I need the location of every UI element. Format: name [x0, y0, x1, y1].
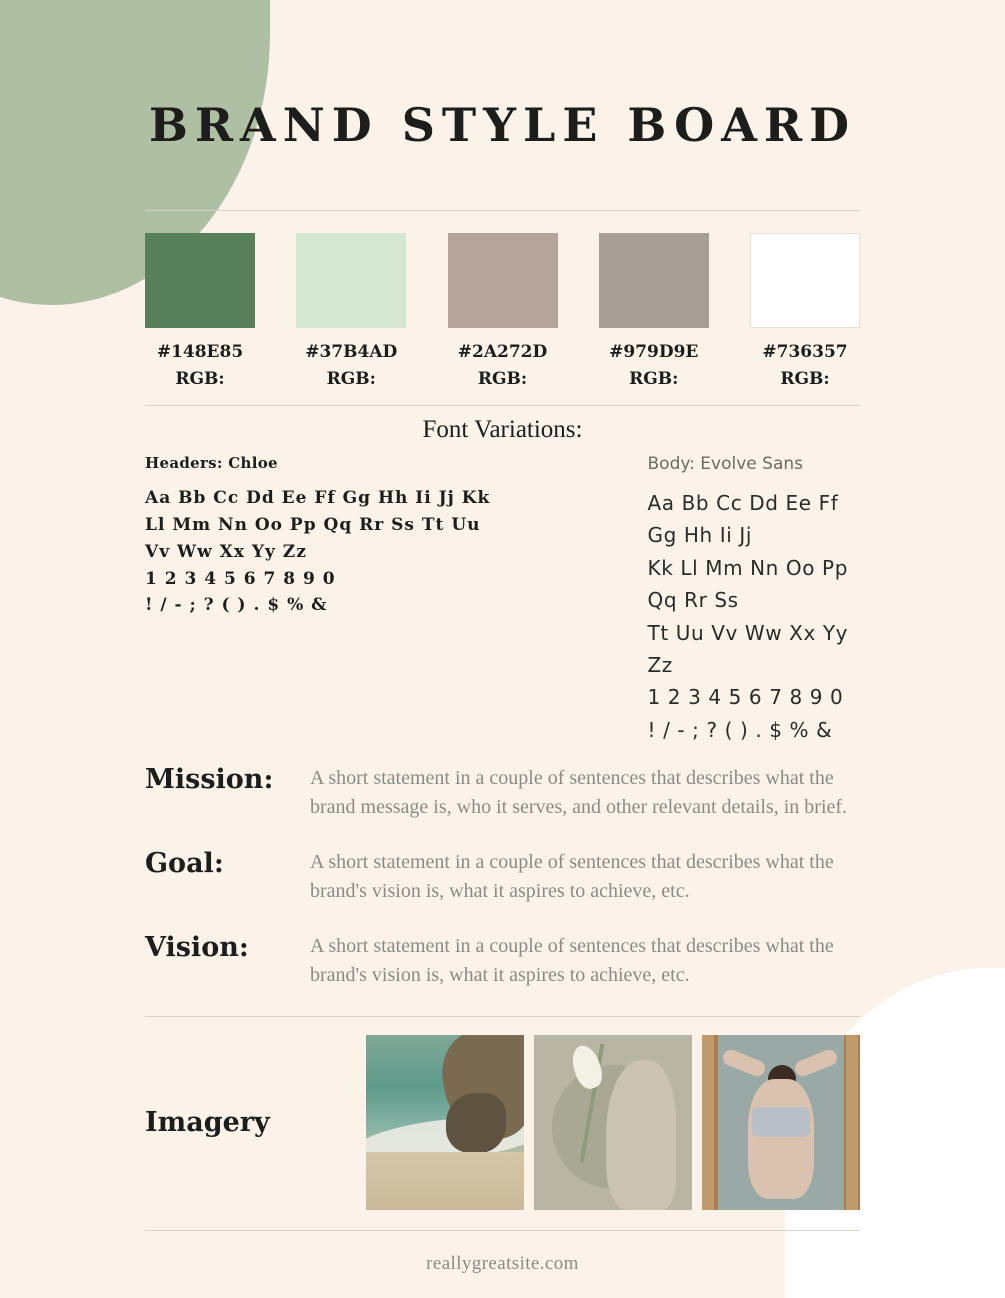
- body-font-specimen: [503, 454, 861, 746]
- color-swatch: [145, 233, 255, 389]
- glyph-line: Aa Bb Cc Dd Ee Ff Gg Hh Ii Jj Kk: [145, 488, 491, 508]
- header-font-glyphs: [145, 485, 503, 619]
- swatch-rgb-label: RGB:: [477, 369, 528, 389]
- rock-shape-secondary: [446, 1093, 506, 1153]
- swatch-hex-label: #736357: [762, 342, 848, 362]
- divider-statements: [145, 1016, 860, 1017]
- color-palette: [0, 211, 1005, 389]
- glyph-line: Vv Ww Xx Yy Zz: [145, 541, 307, 562]
- swatch-hex-label: #979D9E: [609, 342, 699, 362]
- color-chip: [448, 233, 558, 328]
- swatch-rgb-label: RGB:: [629, 369, 679, 389]
- divider-footer: [145, 1230, 860, 1231]
- statement-text: A short statement in a couple of sentences that describes what the brand message is, who it serves, and other relevant details, in brief.: [310, 767, 848, 819]
- statement-label: Mission:: [145, 764, 274, 796]
- brand-statements: [0, 746, 1005, 990]
- statement-text: A short statement in a couple of sentences that describes what the brand's vision is, what it aspires to achieve, etc.: [310, 851, 834, 903]
- statement-vision: [145, 932, 860, 990]
- swatch-hex-label: #37B4AD: [305, 342, 398, 362]
- divider-palette: [145, 405, 860, 406]
- body-font-glyphs: [648, 487, 861, 746]
- header-font-label: Headers: Chloe: [145, 454, 278, 472]
- glyph-line: Ll Mm Nn Oo Pp Qq Rr Ss Tt Uu: [145, 514, 481, 535]
- swatch-rgb-label: RGB:: [326, 369, 376, 389]
- statement-label: Vision:: [145, 932, 249, 964]
- website-url: reallygreatsite.com: [426, 1253, 579, 1275]
- statement-goal: [145, 848, 860, 906]
- glyph-line: Aa Bb Cc Dd Ee Ff Gg Hh Ii Jj: [647, 491, 839, 548]
- swatch-hex-label: #148E85: [156, 342, 244, 362]
- photo-flower-still-life: [534, 1035, 692, 1210]
- glyph-line: 1 2 3 4 5 6 7 8 9 0: [145, 568, 336, 589]
- swatch-rgb-label: RGB:: [175, 369, 225, 389]
- color-swatch: [448, 233, 558, 389]
- imagery-photo-row: [366, 1035, 860, 1210]
- glyph-line: ! / - ; ? ( ) . $ % &: [145, 595, 328, 616]
- statement-text: A short statement in a couple of sentences that describes what the brand's vision is, what it aspires to achieve, etc.: [310, 935, 834, 987]
- color-swatch: [296, 233, 406, 389]
- glyph-line: 1 2 3 4 5 6 7 8 9 0: [647, 685, 844, 710]
- sand-shape: [366, 1152, 524, 1210]
- font-variations-title: Font Variations:: [422, 416, 583, 443]
- swatch-rgb-label: RGB:: [780, 369, 830, 389]
- color-chip: [296, 233, 406, 328]
- color-chip: [750, 233, 860, 328]
- color-swatch: [750, 233, 860, 389]
- imagery-section: [0, 1035, 1005, 1210]
- glyph-line: Kk Ll Mm Nn Oo Pp Qq Rr Ss: [647, 555, 848, 613]
- body-font-label: Body: Evolve Sans: [647, 454, 803, 474]
- swatch-hex-label: #2A272D: [457, 342, 548, 362]
- figure-shape: [606, 1060, 676, 1210]
- color-chip: [599, 233, 709, 328]
- clothing-shape: [752, 1107, 810, 1137]
- statement-label: Goal:: [145, 848, 224, 880]
- photo-coastline: [366, 1035, 524, 1210]
- statement-mission: [145, 764, 860, 822]
- imagery-label: Imagery: [145, 1107, 270, 1139]
- glyph-line: ! / - ; ? ( ) . $ % &: [647, 717, 833, 742]
- header-font-specimen: [145, 454, 503, 746]
- photo-yoga-stretch: [702, 1035, 860, 1210]
- body-shape: [748, 1079, 814, 1199]
- glyph-line: Tt Uu Vv Ww Xx Yy Zz: [647, 620, 849, 677]
- font-specimens: [0, 454, 1005, 746]
- page-title: BRAND STYLE BOARD: [148, 98, 857, 152]
- color-chip: [145, 233, 255, 328]
- color-swatch: [599, 233, 709, 389]
